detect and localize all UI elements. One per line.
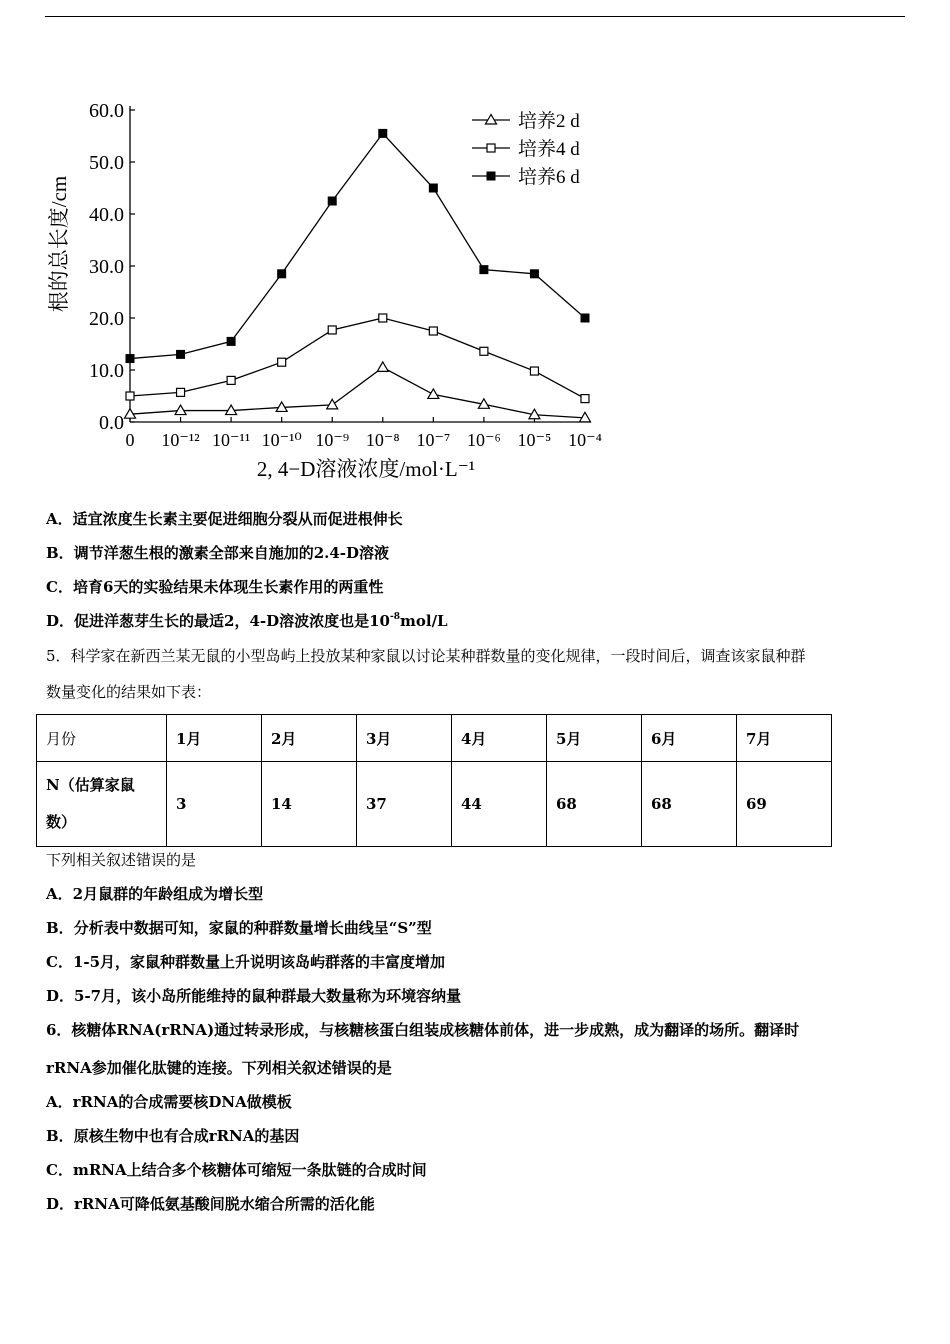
y-tick-label: 0.0 bbox=[99, 412, 124, 434]
option-text-unit: mol/L bbox=[400, 612, 448, 630]
option-text: rRNA的合成需要核DNA做模板 bbox=[72, 1093, 292, 1111]
q5-option-b bbox=[46, 918, 432, 938]
table-cell: 68 bbox=[642, 762, 737, 847]
table-header-cell: 4月 bbox=[452, 715, 547, 762]
option-text: 2月鼠群的年龄组成为增长型 bbox=[72, 885, 264, 903]
table-row bbox=[37, 762, 832, 847]
y-tick-label: 60.0 bbox=[89, 100, 124, 122]
table-header-cell: 2月 bbox=[262, 715, 357, 762]
option-label: B． bbox=[46, 919, 74, 937]
q6-option-b bbox=[46, 1126, 299, 1146]
data-point-open-square bbox=[487, 144, 495, 152]
table-cell: 37 bbox=[357, 762, 452, 847]
table-header-row bbox=[37, 715, 832, 762]
option-text: 培育6天的实验结果未体现生长素作用的两重性 bbox=[72, 578, 384, 596]
q4-option-b bbox=[46, 543, 389, 563]
option-text: 促进洋葱芽生长的最适2，4-D溶波浓度也是10 bbox=[74, 612, 390, 630]
legend-item bbox=[472, 166, 580, 188]
data-point-filled-square bbox=[530, 270, 538, 278]
option-label: D． bbox=[46, 987, 75, 1005]
series-line bbox=[130, 367, 585, 417]
y-axis-label: 根的总长度/cm bbox=[47, 175, 71, 313]
y-tick-label: 50.0 bbox=[89, 152, 124, 174]
x-tick-label: 10⁻⁷ bbox=[416, 430, 451, 450]
data-point-triangle bbox=[327, 399, 338, 409]
option-label: A． bbox=[46, 1093, 73, 1111]
data-point-open-square bbox=[379, 314, 387, 322]
option-text: mRNA上结合多个核糖体可缩短一条肽链的合成时间 bbox=[72, 1161, 427, 1179]
option-label: B． bbox=[46, 544, 74, 562]
table-cell: 69 bbox=[737, 762, 832, 847]
q5-question: 下列相关叙述错误的是 bbox=[46, 851, 197, 869]
series-1 bbox=[125, 362, 591, 422]
table-cell: 3 bbox=[167, 762, 262, 847]
q4-option-c bbox=[46, 577, 383, 597]
legend-item bbox=[472, 138, 580, 160]
q6-stem-line1: 6．核糖体RNA(rRNA)通过转录形成，与核糖核蛋白组装成核糖体前体，进一步成熟，成为翻译的场所。翻译时 bbox=[46, 1021, 800, 1039]
data-point-open-square bbox=[328, 326, 336, 334]
chart-legend bbox=[472, 110, 580, 188]
data-point-filled-square bbox=[429, 184, 437, 192]
y-tick-label: 40.0 bbox=[89, 204, 124, 226]
q5-option-d bbox=[46, 986, 461, 1006]
q5-option-a bbox=[46, 884, 263, 904]
data-point-filled-square bbox=[227, 337, 235, 345]
x-tick-label: 10⁻⁹ bbox=[315, 430, 350, 450]
data-point-open-square bbox=[581, 395, 589, 403]
q5-option-c bbox=[46, 952, 445, 972]
data-point-open-square bbox=[126, 392, 134, 400]
data-point-triangle bbox=[428, 389, 439, 399]
header-rule bbox=[45, 16, 905, 17]
data-point-open-square bbox=[429, 327, 437, 335]
option-text: 原核生物中也有合成rRNA的基因 bbox=[73, 1127, 300, 1145]
y-axis-ticks bbox=[89, 100, 135, 434]
legend-label: 培养4 d bbox=[518, 139, 580, 160]
data-point-filled-square bbox=[177, 350, 185, 358]
option-label: D． bbox=[46, 612, 75, 630]
y-tick-label: 30.0 bbox=[89, 256, 124, 278]
x-tick-label: 10⁻¹² bbox=[161, 430, 200, 450]
x-tick-label: 10⁻⁴ bbox=[568, 430, 602, 450]
data-point-open-square bbox=[227, 376, 235, 384]
option-text: 适宜浓度生长素主要促进细胞分裂从而促进根伸长 bbox=[72, 510, 403, 528]
series-2 bbox=[126, 314, 589, 403]
option-text: 5-7月，该小岛所能维持的鼠种群最大数量称为环境容纳量 bbox=[74, 987, 462, 1005]
x-tick-label: 10⁻¹⁰ bbox=[261, 430, 302, 450]
x-tick-label: 10⁻¹¹ bbox=[211, 430, 251, 450]
q4-option-a bbox=[46, 509, 403, 529]
table-header-cell: 6月 bbox=[642, 715, 737, 762]
q5-stem-line1: 5．科学家在新西兰某无鼠的小型岛屿上投放某种家鼠以讨论某种群数量的变化规律，一段时间后，调查该家鼠种群 bbox=[46, 647, 806, 665]
data-point-filled-square bbox=[278, 270, 286, 278]
data-point-triangle bbox=[486, 115, 497, 125]
q6-option-a bbox=[46, 1092, 292, 1112]
legend-item bbox=[472, 110, 580, 132]
q6-stem-line2: rRNA参加催化肽键的连接。下列相关叙述错误的是 bbox=[46, 1059, 392, 1077]
q5-stem-line2: 数量变化的结果如下表： bbox=[46, 683, 212, 701]
x-tick-label: 10⁻⁶ bbox=[466, 430, 501, 450]
q4-option-d bbox=[46, 611, 448, 631]
legend-label: 培养2 d bbox=[518, 111, 580, 132]
option-label: A． bbox=[46, 510, 73, 528]
option-text: 分析表中数据可知，家鼠的种群数量增长曲线呈“S”型 bbox=[73, 919, 432, 937]
table-row-label bbox=[37, 762, 167, 847]
table-cell: 14 bbox=[262, 762, 357, 847]
data-point-open-square bbox=[278, 358, 286, 366]
option-label: D． bbox=[46, 1195, 75, 1213]
data-point-filled-square bbox=[328, 197, 336, 205]
root-length-line-chart bbox=[40, 88, 620, 488]
option-label: A． bbox=[46, 885, 73, 903]
q6-option-d bbox=[46, 1194, 375, 1214]
data-point-triangle bbox=[377, 362, 388, 372]
table-header-cell: 5月 bbox=[547, 715, 642, 762]
y-tick-label: 20.0 bbox=[89, 308, 124, 330]
row-label-line2: 数） bbox=[46, 813, 77, 831]
data-point-filled-square bbox=[581, 314, 589, 322]
data-point-filled-square bbox=[480, 266, 488, 274]
row-label-line1: N（估算家鼠 bbox=[46, 776, 135, 794]
table-header-cell: 7月 bbox=[737, 715, 832, 762]
legend-label: 培养6 d bbox=[518, 167, 580, 188]
data-point-open-square bbox=[530, 367, 538, 375]
q6-option-c bbox=[46, 1160, 427, 1180]
data-point-triangle bbox=[175, 405, 186, 415]
option-text: rRNA可降低氨基酸间脱水缩合所需的活化能 bbox=[74, 1195, 375, 1213]
series-line bbox=[130, 133, 585, 358]
table-header-cell: 月份 bbox=[37, 715, 167, 762]
x-tick-label: 0 bbox=[125, 430, 135, 450]
y-tick-label: 10.0 bbox=[89, 360, 124, 382]
table-header-cell: 3月 bbox=[357, 715, 452, 762]
table-cell: 44 bbox=[452, 762, 547, 847]
option-text: 1-5月，家鼠种群数量上升说明该岛屿群落的丰富度增加 bbox=[72, 953, 446, 971]
table-header-cell: 1月 bbox=[167, 715, 262, 762]
data-point-open-square bbox=[177, 388, 185, 396]
option-label: C． bbox=[46, 953, 73, 971]
option-label: B． bbox=[46, 1127, 74, 1145]
x-axis-label: 2, 4−D溶液浓度/mol·L⁻¹ bbox=[256, 457, 476, 481]
population-table bbox=[36, 714, 832, 847]
option-superscript: -8 bbox=[390, 612, 400, 622]
x-tick-label: 10⁻⁸ bbox=[365, 430, 400, 450]
option-label: C． bbox=[46, 1161, 73, 1179]
option-label: C． bbox=[46, 578, 73, 596]
data-point-filled-square bbox=[126, 355, 134, 363]
data-point-open-square bbox=[480, 347, 488, 355]
data-point-filled-square bbox=[379, 129, 387, 137]
data-point-filled-square bbox=[487, 172, 495, 180]
table-cell: 68 bbox=[547, 762, 642, 847]
option-text: 调节洋葱生根的激素全部来自施加的2.4-D溶液 bbox=[73, 544, 390, 562]
x-tick-label: 10⁻⁵ bbox=[517, 430, 552, 450]
series-3 bbox=[126, 129, 589, 362]
